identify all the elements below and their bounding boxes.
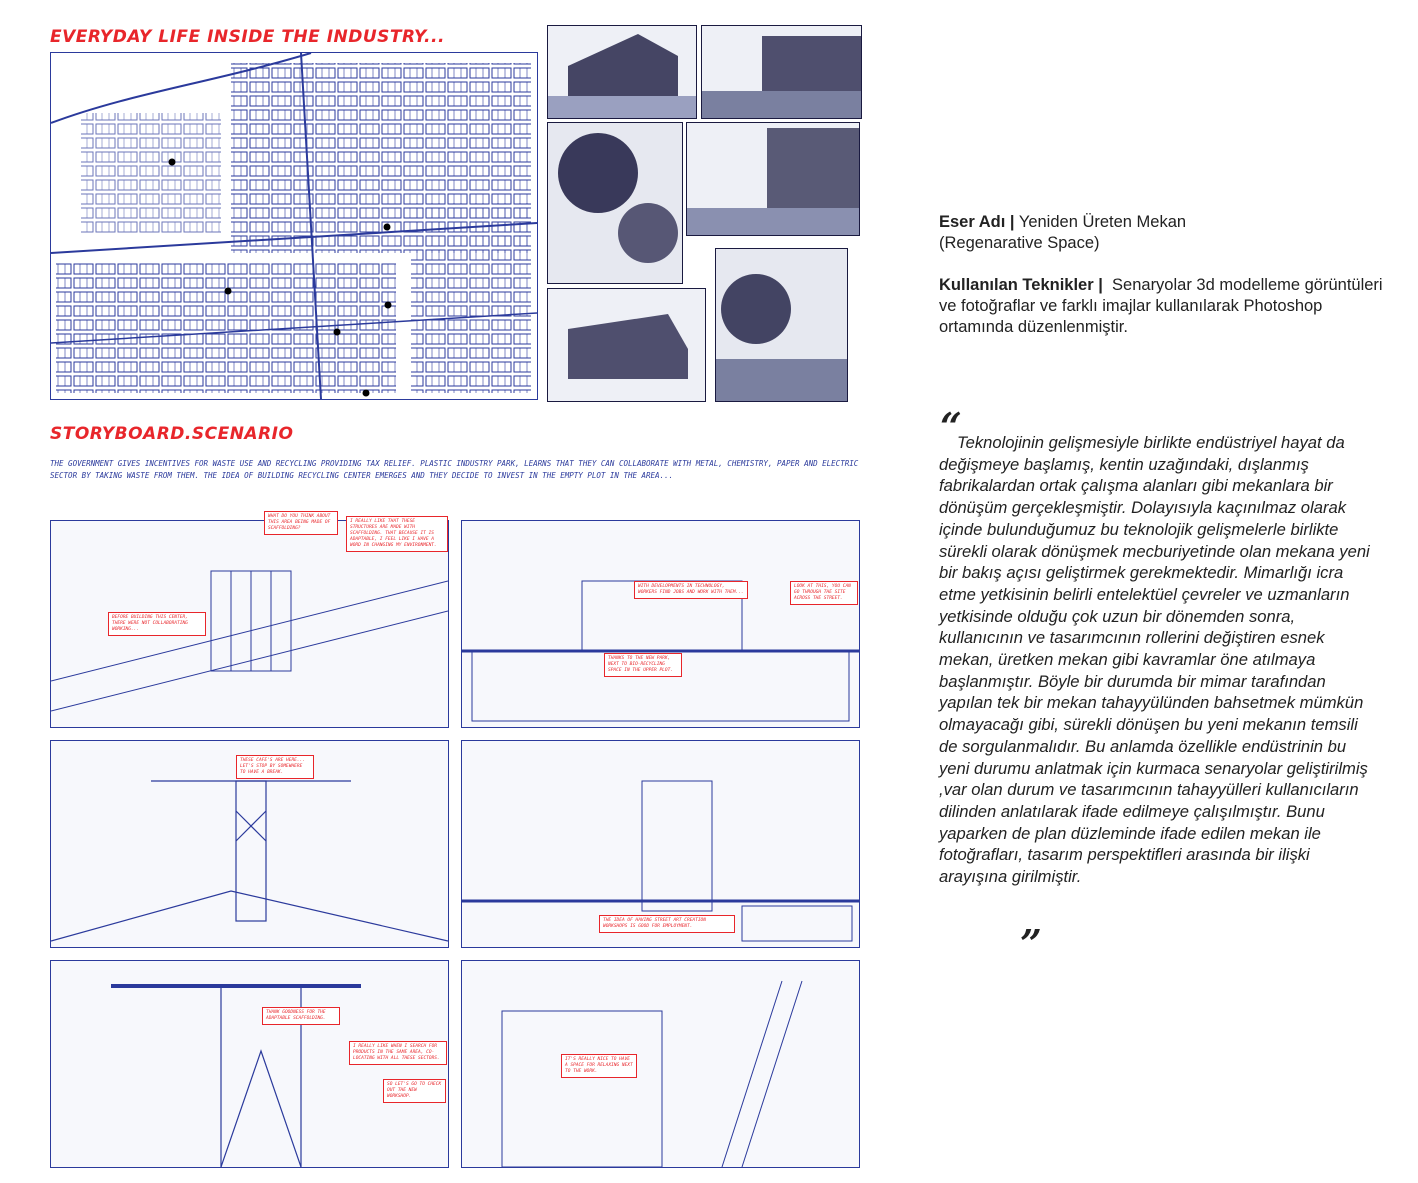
scenario-intro-text: THE GOVERNMENT GIVES INCENTIVES FOR WASTE USE AND RECYCLING PROVIDING TAX RELIEF. PLASTIC INDUSTRY PARK, LEARNS THAT THEY CAN COLLABORATE WITH METAL, CHEMISTRY, PAPER AND ELECTRIC SECTOR BY TAKING WASTE FROM THEM. THE IDEA OF BUILDING RECYCLING CENTER EMERGES AND THEY DECIDE TO INVEST IN THE EMPTY PLOT IN THE AREA... — [50, 459, 859, 480]
speech-balloon: SO LET'S GO TO CHECK OUT THE NEW WORKSHOP. — [383, 1079, 446, 1103]
photo-panel-3 — [547, 122, 683, 284]
speech-balloon: WITH DEVELOPMENTS IN TECHNOLOGY, WORKERS FIND JOBS AND WORK WITH THEM... — [634, 581, 748, 599]
description-quote — [939, 432, 1379, 888]
storyboard-heading: STORYBOARD.SCENARIO — [50, 424, 294, 444]
speech-balloon: I REALLY LIKE WHEN I SEARCH FOR PRODUCTS IN THE SAME AREA, CO-LOCATING WITH ALL THESE SECTORS. — [349, 1041, 447, 1065]
work-label: Eser Adı | — [939, 213, 1015, 231]
work-name-en: (Regenarative Space) — [939, 234, 1100, 252]
work-info — [939, 212, 1399, 338]
speech-balloon: THE IDEA OF HAVING STREET ART CREATION WORKSHOPS IS GOOD FOR EMPLOYMENT. — [599, 915, 735, 933]
speech-balloon: I REALLY LIKE THAT THESE STRUCTURES ARE MADE WITH SCAFFOLDING. THAT BECAUSE IT IS ADAPTABLE, I FEEL LIKE I HAVE A WORD IN CHANGING MY ENVIRONMENT. — [346, 516, 448, 552]
speech-balloon: BEFORE BUILDING THIS CENTER, THERE WERE NOT COLLABORATING WORKING... — [108, 612, 206, 636]
technique-text: Senaryolar 3d modelleme görüntüleri ve fotoğraflar ve farklı imajlar kullanılarak Photoshop ortamında düzenlenmiştir. — [939, 276, 1383, 336]
site-plan-map — [50, 52, 538, 400]
speech-balloon: THESE CAFE'S ARE HERE... LET'S STOP BY SOMEWHERE TO HAVE A BREAK. — [236, 755, 314, 779]
photo-panel-4 — [686, 122, 860, 236]
industry-heading: EVERYDAY LIFE INSIDE THE INDUSTRY... — [50, 27, 445, 47]
work-name: Yeniden Üreten Mekan — [1018, 213, 1187, 231]
technique-label: Kullanılan Teknikler | — [939, 276, 1103, 294]
storyboard-panel-2 — [461, 520, 860, 728]
speech-balloon: WHAT DO YOU THINK ABOUT THIS AREA BEING MADE OF SCAFFOLDING? — [264, 511, 338, 535]
speech-balloon: LOOK AT THIS, YOU CAN GO THROUGH THE SITE ACROSS THE STREET. — [790, 581, 858, 605]
photo-panel-1 — [547, 25, 697, 119]
speech-balloon: THANKS TO THE NEW PARK, NEXT TO BIO-RECYCLING SPACE IN THE UPPER PLOT. — [604, 653, 682, 677]
close-quote-mark: ” — [1020, 921, 1042, 966]
speech-balloon: IT'S REALLY NICE TO HAVE A SPACE FOR RELAXING NEXT TO THE WORK. — [561, 1054, 637, 1078]
photo-panel-6 — [715, 248, 848, 402]
speech-balloon: THANK GOODNESS FOR THE ADAPTABLE SCAFFOLDING. — [262, 1007, 340, 1025]
quote-text: Teknolojinin gelişmesiyle birlikte endüstriyel hayat da değişmeye başlamış, kentin uzağındaki, dışlanmış fabrikalardan ortak çalışma alanları gibi mekanlara bir dönüşüm gerçekleşmiştir. Dolayısıyla kaçınılmaz olarak içinde bulunduğumuz bu teknolojik gelişmelerle birlikte sürekli olarak dönüşmek mecburiyetinde olan mekana yeni bir bakış açısı geliştirmek gerekmektedir. Mimarlığı icra etme yetkisinin belirli entelektüel çevreler ve uzmanların yetkisinde olduğu çok uzun bir dönemden sonra, kullanıcının ve tasarımcının rollerini değiştiren esnek mekan, üretken mekan gibi kavramlar öne atılmaya başlanmıştır. Böyle bir durumda bir mimar tarafından yapılan tek bir mekan tahayyülünden bahsetmek mümkün olmayacağı gibi, sürekli dönüşen bu yeni mekanın temsili de sorgulanmalıdır. Bu anlamda özellikle endüstrinin bu yeni durumu anlatmak için kurmaca senaryolar geliştirilmiş ,var olan durum ve tasarımcının tahayyülleri kullanıcıların dilinden anlatılarak ifade edilmeye çalışılmıştır. Bunu yaparken de plan düzleminde ifade edilen mekan ile fotoğrafları, tasarım perspektifleri arasında bir ilişki arayışına girilmiştir. — [939, 433, 1370, 887]
photo-panel-5 — [547, 288, 706, 402]
storyboard-panel-6 — [461, 960, 860, 1168]
open-quote-mark: “ — [940, 404, 962, 449]
photo-panel-2 — [701, 25, 862, 119]
